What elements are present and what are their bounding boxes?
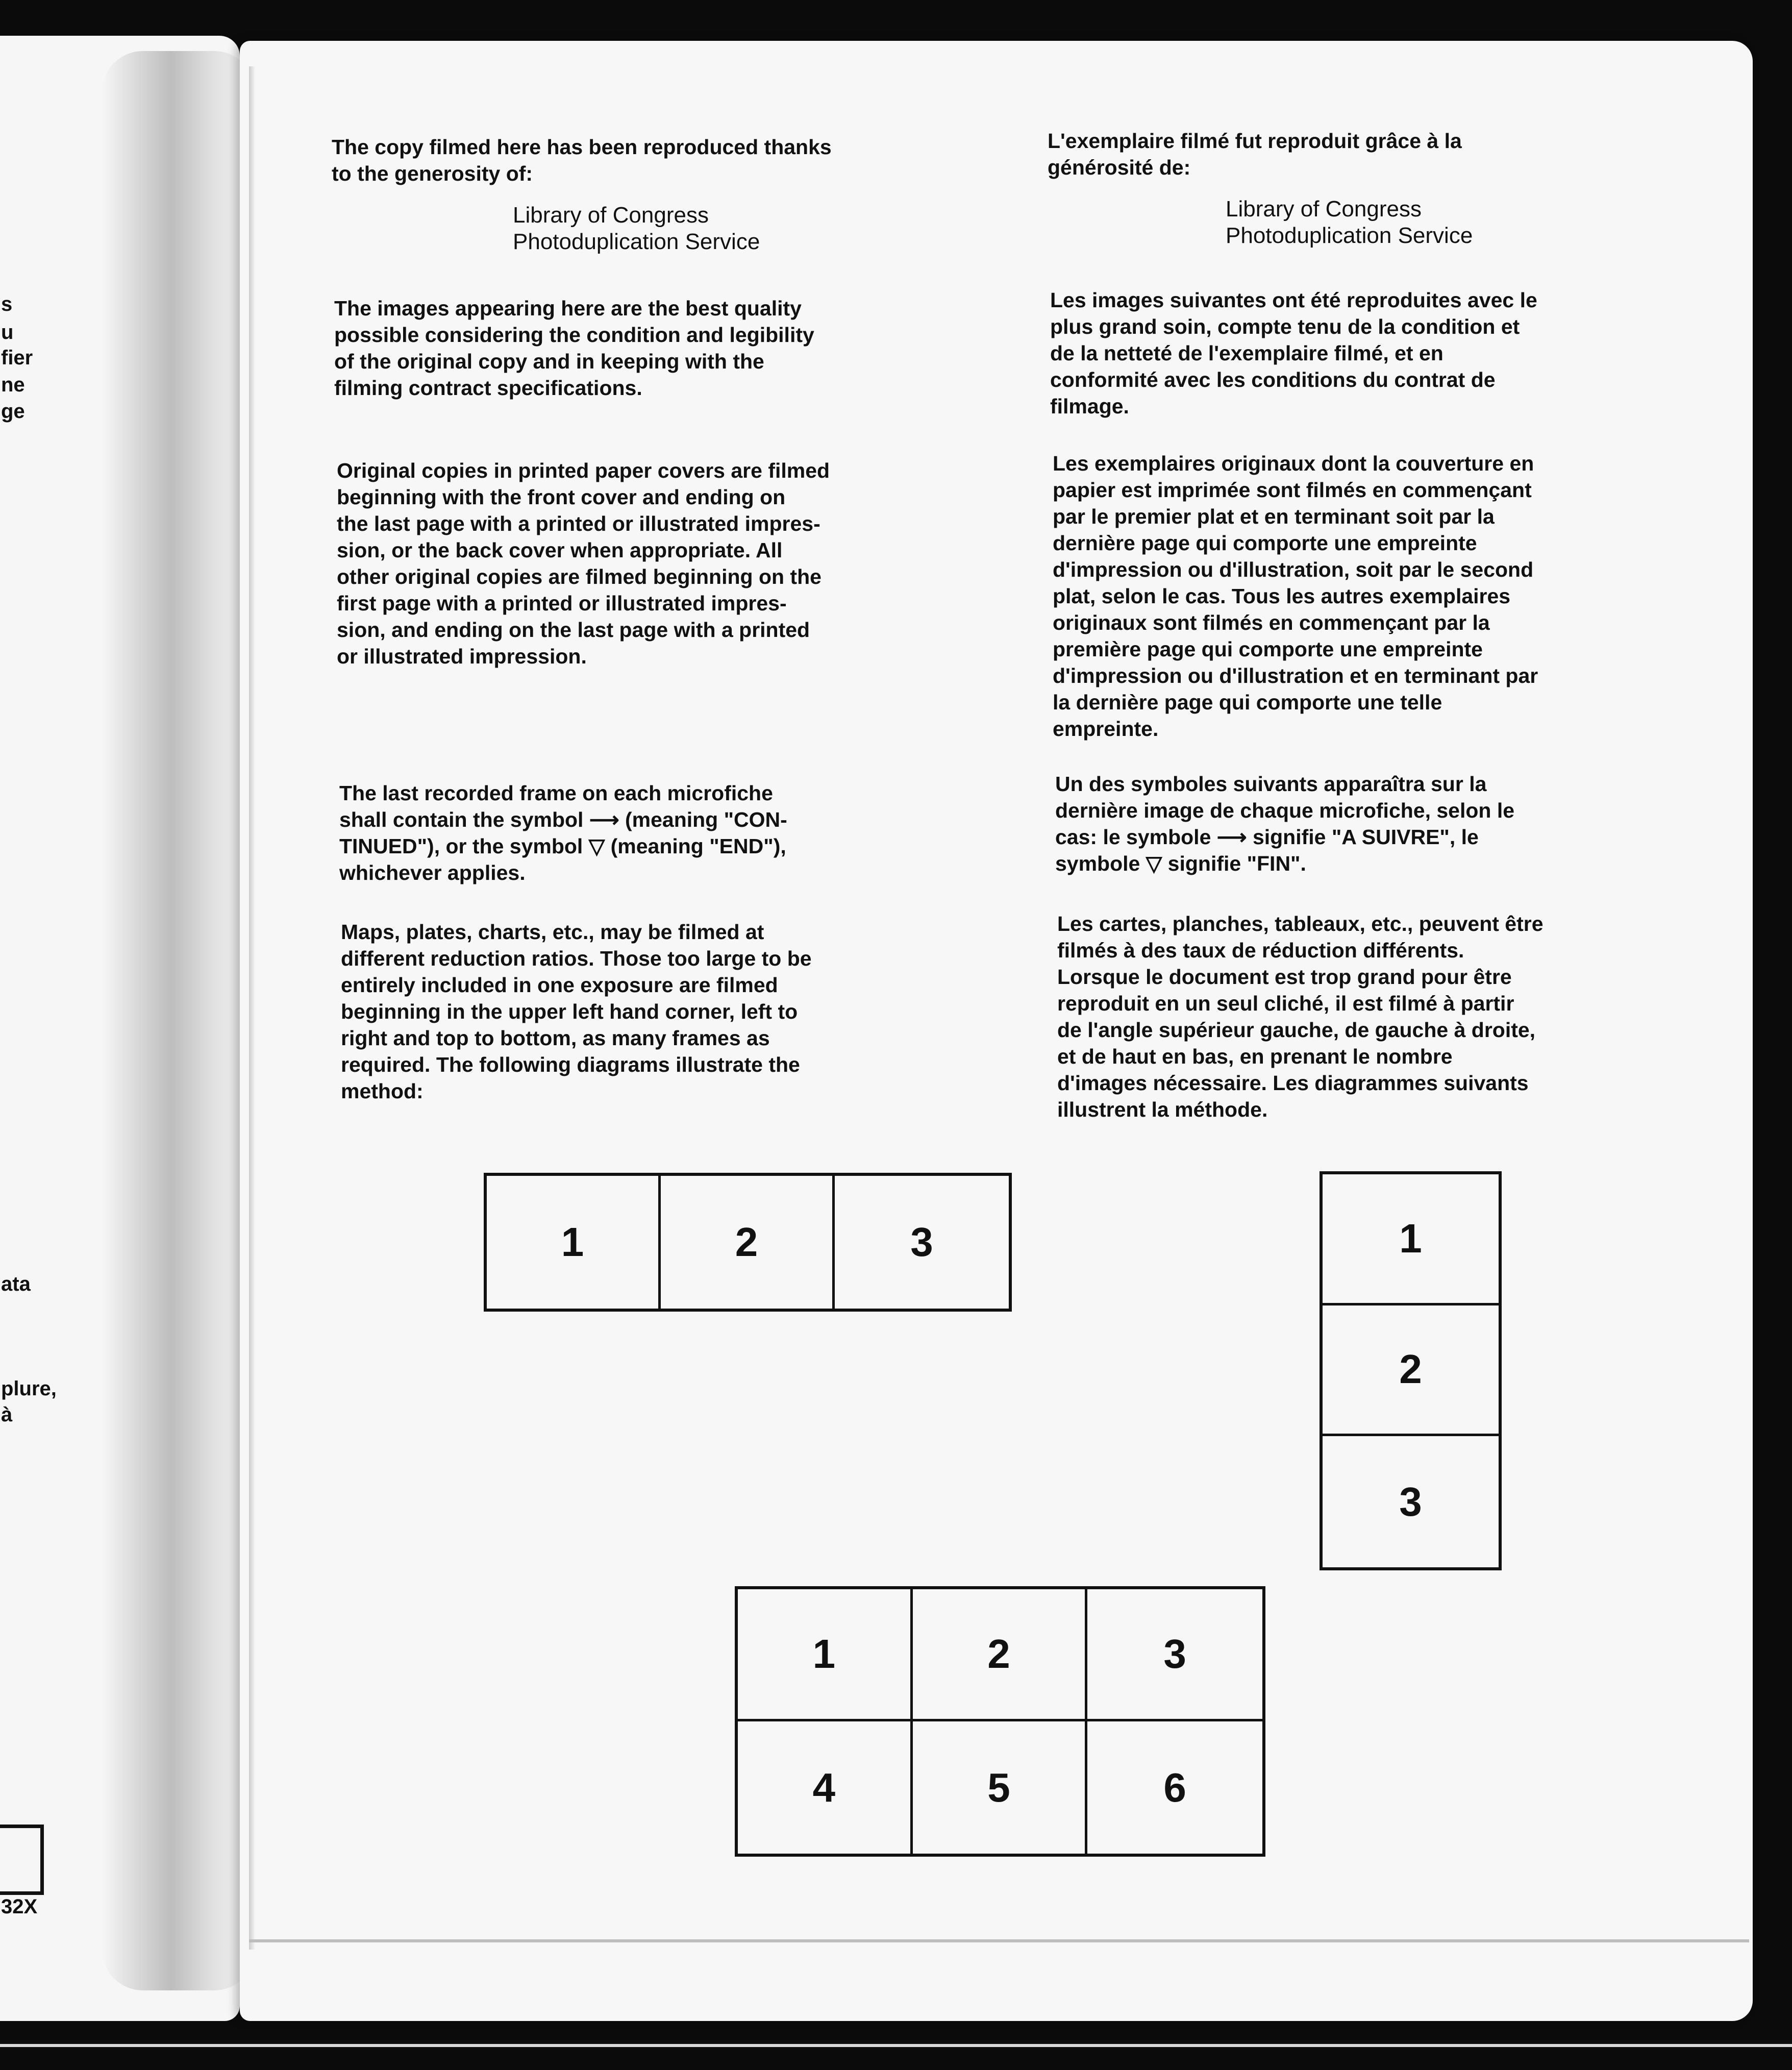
frame-cell: 2 [913, 1589, 1088, 1721]
frame-cell: 5 [913, 1721, 1088, 1854]
right-dark-margin [1755, 31, 1792, 2036]
frame-cell: 3 [1087, 1589, 1262, 1721]
frame-cell: 1 [487, 1176, 661, 1309]
english-library-name: Library of Congress Photoduplication Service [513, 203, 760, 254]
top-dark-margin [0, 0, 1792, 46]
vertical-frame-diagram [1320, 1171, 1502, 1570]
french-credit: L'exemplaire filmé fut reproduit grâce à la générosité de: [1048, 129, 1462, 179]
fragment-text: ge [1, 400, 25, 423]
french-quality-paragraph: Les images suivantes ont été reproduites avec le plus grand soin, compte tenu de la condition et de la netteté de l'exemplaire filmé, et en conformité avec les conditions du contrat de filmage. [1050, 288, 1537, 418]
frame-cell: 1 [1323, 1174, 1499, 1305]
english-quality-paragraph: The images appearing here are the best quality possible considering the condition and legibility of the original copy and in keeping with the filming contract specifications. [334, 297, 814, 400]
frame-cell: 2 [1323, 1305, 1499, 1437]
english-credit: The copy filmed here has been reproduced thanks to the generosity of: [332, 135, 832, 185]
fragment-text: u [1, 321, 14, 343]
english-originals-paragraph: Original copies in printed paper covers are filmed beginning with the front cover and ending on the last page with a printed or illustrated impres- sion, or the back cover when appropriate. All other original copies are filmed beginning on the first page with a printed or illustrated impres- sion, and ending on the last page with a printed or illustrated impression. [337, 459, 830, 668]
fragment-text: ne [1, 374, 25, 396]
fragment-text: à [1, 1403, 13, 1426]
english-maps-paragraph: Maps, plates, charts, etc., may be filmed at different reduction ratios. Those too large to be entirely included in one exposure are filmed beginning in the upper left hand corner, left to right and top to bottom, as many frames as required. The following diagrams illustrate the method: [341, 920, 812, 1103]
fragment-text: ata [1, 1273, 31, 1295]
english-symbols-paragraph: The last recorded frame on each microfiche shall contain the symbol ⟶ (meaning "CON- TINUED"), or the symbol ▽ (meaning "END"), whichever applies. [339, 781, 787, 884]
frame-cell: 6 [1163, 1764, 1186, 1810]
frame-cell: 4 [738, 1721, 913, 1854]
resolution-target-box [0, 1825, 44, 1895]
french-library-name: Library of Congress Photoduplication Service [1226, 196, 1473, 248]
french-symbols-paragraph: Un des symboles suivants apparaîtra sur la dernière image de chaque microfiche, selon le cas: le symbole ⟶ signifie "A SUIVRE", le symbole ▽ signifie "FIN". [1055, 772, 1515, 875]
frame-cell: 2 [661, 1176, 835, 1309]
page-curl-shadow [249, 66, 255, 1950]
frame-cell: 1 [738, 1589, 913, 1721]
frame-cell: 3 [1399, 1478, 1422, 1524]
fragment-text: fier [1, 347, 33, 369]
bottom-film-edge [0, 2044, 1792, 2047]
bottom-dark-margin [0, 2029, 1792, 2070]
grid-frame-diagram [735, 1586, 1265, 1857]
horizontal-frame-diagram [484, 1173, 1012, 1312]
frame-cell: 3 [910, 1219, 933, 1265]
fragment-text: 32X [1, 1895, 38, 1918]
fragment-text: s [1, 293, 13, 315]
fragment-text: plure, [1, 1377, 57, 1400]
french-maps-paragraph: Les cartes, planches, tableaux, etc., peuvent être filmés à des taux de réduction différents. Lorsque le document est trop grand pour être reproduit en un seul cliché, il est filmé à partir de l'angle supérieur gauche, de gauche à droite, et de haut en bas, en prenant le nombre d'images nécessaire. Les diagrammes suivants illustrent la méthode. [1057, 912, 1544, 1121]
page-bottom-edge [249, 1939, 1749, 1942]
french-originals-paragraph: Les exemplaires originaux dont la couverture en papier est imprimée sont filmés en commençant par le premier plat et en terminant soit par la dernière page qui comporte une empreinte d'impression ou d'illustration, soit par le second plat, selon le cas. Tous les autres exemplaires originaux sont filmés en commençant par la première page qui comporte une empreinte d'impression ou d'illustration et en terminant par la dernière page qui comporte une telle empreinte. [1053, 452, 1538, 741]
gutter-shadow [102, 51, 255, 1990]
